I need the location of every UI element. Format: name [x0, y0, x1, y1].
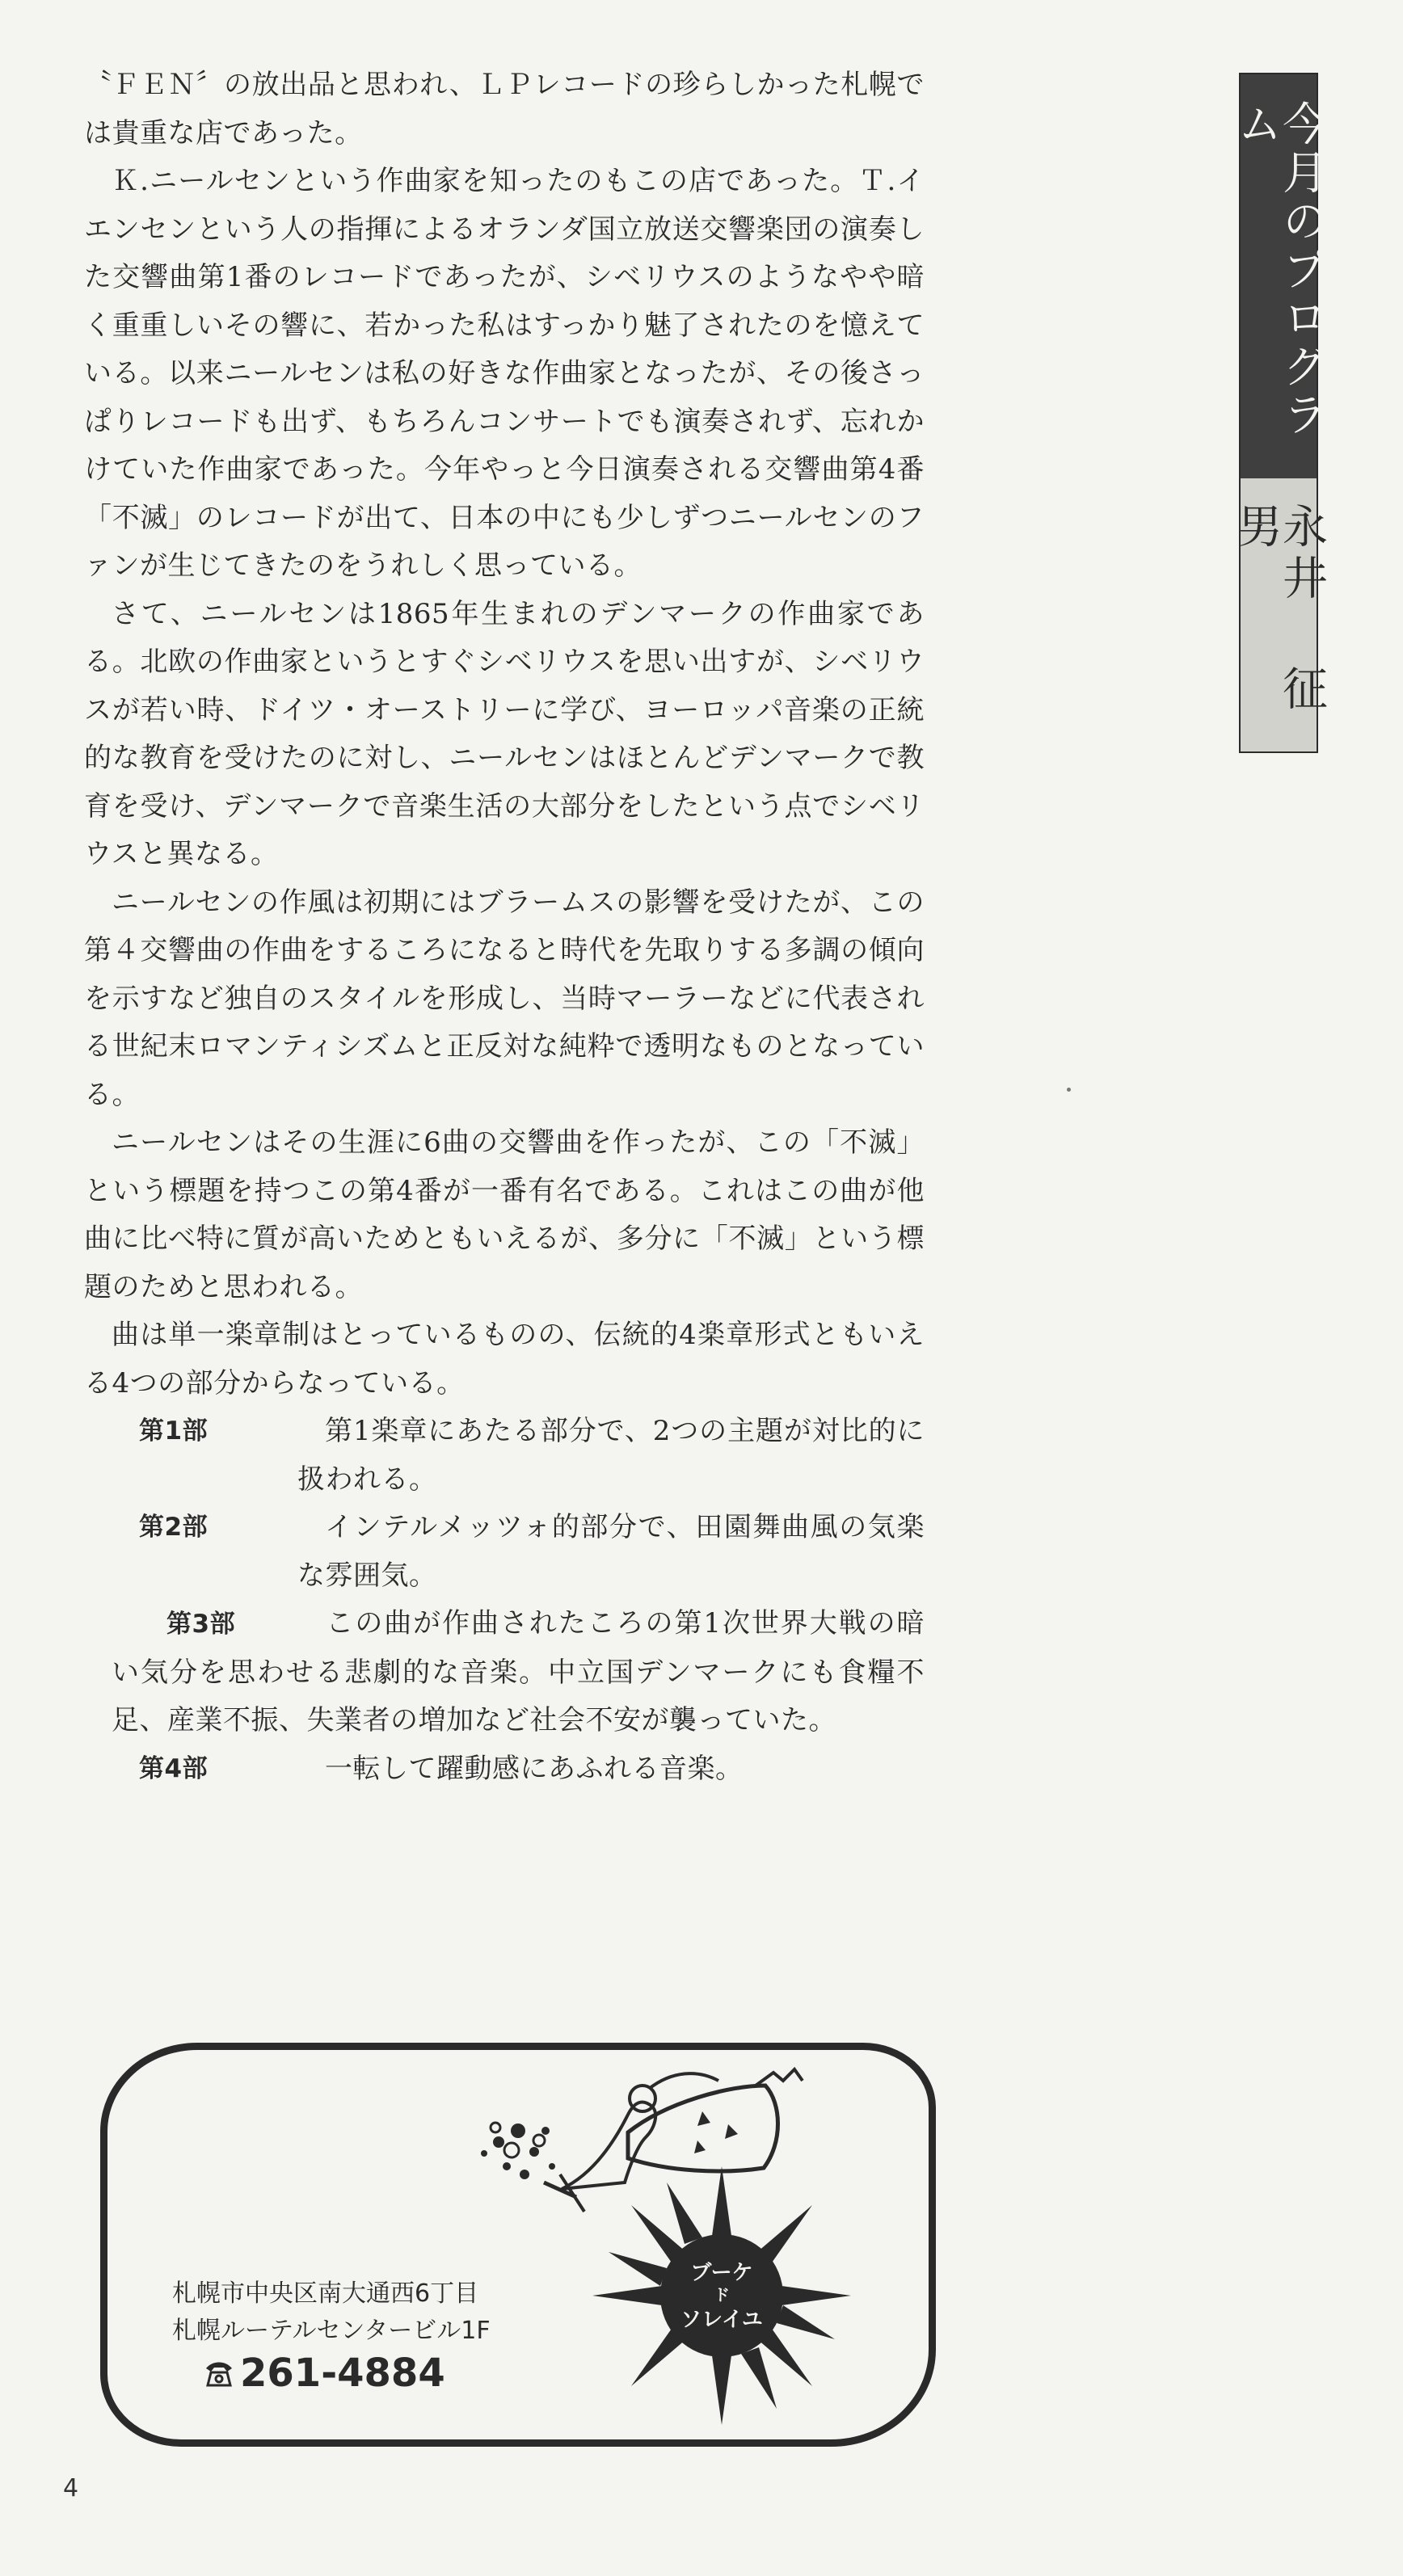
part-text: この曲が作曲されたころの第1次世界大戦の暗い気分を思わせる悲劇的な音楽。中立国デンマークにも食糧不足、産業不振、失業者の増加など社会不安が襲っていた。 [112, 1607, 925, 1736]
fairy-sun-logo-illustration [455, 2053, 908, 2441]
movement-part-3 [84, 1600, 925, 1745]
series-title-block [1230, 74, 1328, 478]
shop-advertisement [100, 2043, 936, 2447]
article-body [84, 61, 925, 1793]
movement-part-2 [84, 1504, 925, 1600]
author-name: 永井 征男 [1230, 503, 1328, 717]
article-paragraph: ニールセンはその生涯に6曲の交響曲を作ったが、この「不滅」という標題を持つこの第4番が一番有名である。これはこの曲が他曲に比べ特に質が高いためともいえるが、多分に「不滅」という標題のためと思われる。 [84, 1126, 925, 1303]
shop-address-line1: 札幌市中央区南大通西6丁目 [172, 2279, 479, 2308]
sun-icon [592, 2166, 851, 2425]
part-text: 一転して躍動感にあふれる音楽。 [325, 1752, 744, 1785]
movement-part-4 [84, 1745, 925, 1794]
author-block [1230, 478, 1328, 751]
part-text: インテルメッツォ的部分で、田園舞曲風の気楽な雰囲気。 [297, 1511, 925, 1592]
movement-part-1 [84, 1408, 925, 1504]
article-paragraph: ニールセンの作風は初期にはブラームスの影響を受けたが、この第４交響曲の作曲をするころになると時代を先取りする多調の傾向を示すなど独自のスタイルを形成し、当時マーラーなどに代表される世紀末ロマンティシズムと正反対な純粋で透明なものとなっている。 [84, 886, 925, 1111]
part-label: 第1部 [139, 1416, 209, 1446]
article-paragraph: Ｋ.ニールセンという作曲家を知ったのもこの店であった。Ｔ.イエンセンという人の指揮によるオランダ国立放送交響楽団の演奏した交響曲第1番のレコードであったが、シベリウスのようなやや暗く重重しいその響に、若かった私はすっかり魅了されたのを憶えている。以来ニールセンは私の好きな作曲家となったが、その後さっぱりレコードも出ず、もちろんコンサートでも演奏されず、忘れかけていた作曲家であった。今年やっと今日演奏される交響曲第4番「不滅」のレコードが出て、日本の中にも少しずつニールセンのファンが生じてきたのをうれしく思っている。 [84, 165, 925, 582]
article-paragraph: さて、ニールセンは1865年生まれのデンマークの作曲家である。北欧の作曲家というとすぐシベリウスを思い出すが、シベリウスが若い時、ドイツ・オーストリーに学び、ヨーロッパ音楽の正統的な教育を受けたのに対し、ニールセンはほとんどデンマークで教育を受け、デンマークで音楽生活の大部分をしたという点でシベリウスと異なる。 [84, 597, 925, 870]
logo-text-line2: ド [714, 2285, 730, 2305]
part-label: 第3部 [166, 1610, 236, 1639]
telephone-icon [203, 2359, 235, 2388]
part-label: 第4部 [139, 1753, 209, 1783]
part-text: 第1楽章にあたる部分で、2つの主題が対比的に扱われる。 [297, 1415, 925, 1496]
shop-phone [203, 2351, 445, 2396]
article-paragraph: 〝ＦＥＮ〞の放出品と思われ、ＬＰレコードの珍らしかった札幌では貴重な店であった。 [84, 69, 925, 149]
logo-text-line1: ブーケ [690, 2261, 753, 2285]
series-title: 今月のプログラム [1230, 100, 1328, 440]
part-label: 第2部 [139, 1513, 209, 1542]
shop-address-line2: 札幌ルーテルセンタービル1F [172, 2317, 491, 2345]
print-speck [1067, 1088, 1071, 1092]
page-number: 4 [63, 2474, 79, 2502]
section-side-tab [1230, 73, 1328, 753]
logo-text-line3: ソレイユ [680, 2308, 763, 2332]
phone-number: 261-4884 [240, 2351, 445, 2396]
article-paragraph: 曲は単一楽章制はとっているものの、伝統的4楽章形式ともいえる4つの部分からなっている。 [84, 1319, 925, 1400]
